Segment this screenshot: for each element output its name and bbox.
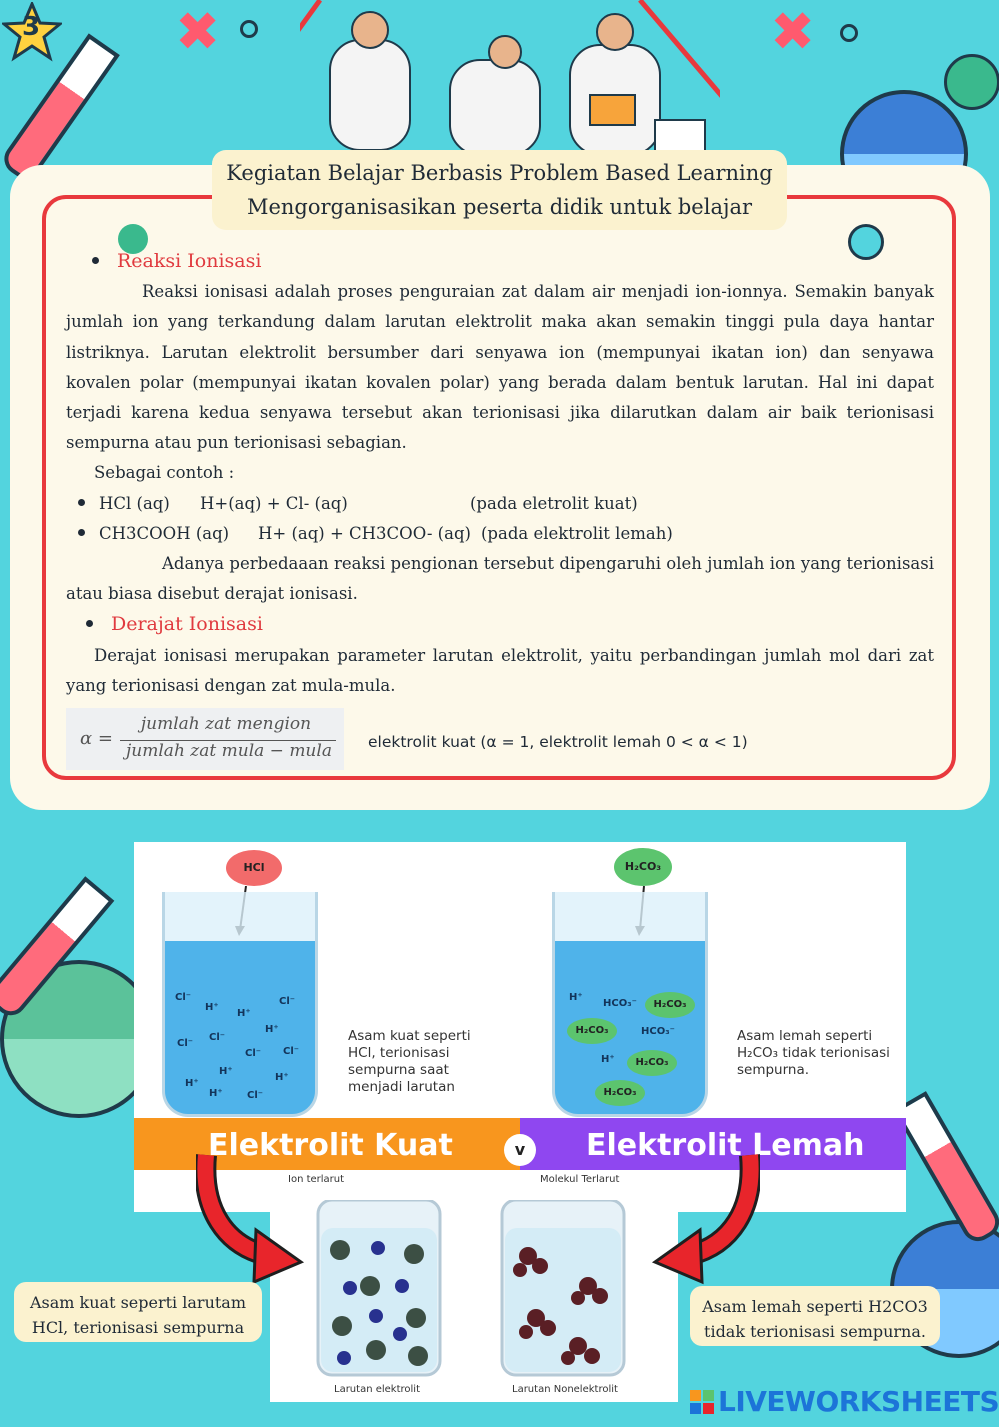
ion-label: Cl⁻ <box>175 992 192 1003</box>
molecule-label: HCO₃⁻ <box>641 1026 675 1037</box>
liveworksheets-brand[interactable]: LIVEWORKSHEETS <box>718 1385 999 1418</box>
electrolyte-solutions-panel <box>270 1170 678 1402</box>
section-title-reaksi: Reaksi Ionisasi <box>117 250 262 272</box>
banner-line-2: Mengorganisasikan peserta didik untuk belajar <box>246 195 753 219</box>
larutan-nonelektrolit-label: Larutan Nonelektrolit <box>512 1384 618 1395</box>
ion-label: H⁺ <box>209 1088 223 1099</box>
ion-terlarut-label: Ion terlarut <box>288 1174 345 1185</box>
larutan-elektrolit-label: Larutan elektrolit <box>334 1384 420 1395</box>
ionization-formula <box>66 708 344 770</box>
x-decoration-icon: ✖ <box>175 0 221 63</box>
molekul-terlarut-label: Molekul Terlarut <box>540 1174 620 1185</box>
red-curved-arrow-icon <box>196 1150 306 1290</box>
reaksi-paragraph: Reaksi ionisasi adalah proses penguraian zat dalam air menjadi ion-ionnya. Semakin banyak jumlah ion yang terkandung dalam larutan elektrolit maka akan semakin tinggi pula daya hantar listriknya. Larutan elektrolit bersumber dari senyawa ion (mempunyai ikatan ion) dan senyawa kovalen polar (mempunyai ikatan kovalen polar) yang berada dalam bentuk larutan. Hal ini dapat terjadi karena kedua senyawa tersebut akan terionisasi jika dilarutkan dalam air baik terionisasi sempurna atau pun terionisasi sebagian. <box>66 282 934 453</box>
molecule-label: H⁺ <box>601 1054 615 1065</box>
beaker-nonelectrolyte-solution <box>498 1200 628 1380</box>
molecule-label: HCO₃⁻ <box>603 998 637 1009</box>
beaker-electrolyte-solution <box>314 1200 444 1380</box>
formula-symbol: α = <box>80 728 113 749</box>
ion-label: H⁺ <box>275 1072 289 1083</box>
formula-denominator: jumlah zat mula − mula <box>126 741 332 761</box>
scientists-illustration <box>300 0 720 160</box>
ion-label: Cl⁻ <box>283 1046 300 1057</box>
ion-label: H⁺ <box>265 1024 279 1035</box>
ion-label: Cl⁻ <box>247 1090 264 1101</box>
x-decoration-icon: ✖ <box>770 0 816 63</box>
circle-decoration <box>840 24 858 42</box>
page-number: 3 <box>21 12 41 42</box>
weak-acid-caption: Asam lemah seperti H₂CO₃ tidak terionisasi sempurna. <box>737 1028 890 1078</box>
weak-electrolyte-label: Elektrolit Lemah <box>586 1128 865 1163</box>
beaker-weak-acid <box>552 892 708 1117</box>
beaker-strong-acid <box>162 892 318 1117</box>
strong-acid-caption: Asam kuat seperti HCl, terionisasi sempurna saat menjadi larutan <box>348 1028 471 1095</box>
derajat-paragraph: Derajat ionisasi merupakan parameter larutan elektrolit, yaitu perbandingan jumlah mol dari zat yang terionisasi dengan zat mula-mula. <box>66 645 934 695</box>
ion-label: H⁺ <box>205 1002 219 1013</box>
h2co3-bubble: H₂CO₃ <box>614 848 672 886</box>
example-2-note: (pada elektrolit lemah) <box>481 523 673 543</box>
ion-label: Cl⁻ <box>279 996 296 1007</box>
hcl-bubble: HCl <box>226 850 282 886</box>
ion-label: Cl⁻ <box>209 1032 226 1043</box>
section-title-derajat: Derajat Ionisasi <box>111 613 263 636</box>
activity-banner <box>212 150 787 230</box>
versus-badge: v <box>504 1134 536 1166</box>
example-1-products: H+(aq) + Cl- (aq) <box>200 493 348 513</box>
circle-decoration <box>944 54 999 110</box>
example-2-products: H+ (aq) + CH3COO- (aq) <box>258 523 471 543</box>
example-1-reactant: HCl (aq) <box>99 493 170 513</box>
molecule-bubble: H₂CO₃ <box>567 1018 617 1044</box>
ion-label: H⁺ <box>185 1078 199 1089</box>
banner-line-1: Kegiatan Belajar Berbasis Problem Based Learning <box>226 161 773 185</box>
perbedaan-paragraph: Adanya perbedaaan reaksi pengionan tersebut dipengaruhi oleh jumlah ion yang terionisasi atau biasa disebut derajat ionisasi. <box>66 554 934 604</box>
ion-label: Cl⁻ <box>245 1048 262 1059</box>
ion-label: H⁺ <box>219 1066 233 1077</box>
formula-note: elektrolit kuat (α = 1, elektrolit lemah 0 < α < 1) <box>368 733 748 751</box>
red-curved-arrow-icon <box>650 1150 760 1290</box>
molecule-bubble: H₂CO₃ <box>645 992 695 1018</box>
lesson-content <box>66 246 934 701</box>
ion-label: Cl⁻ <box>177 1038 194 1049</box>
circle-decoration <box>240 20 258 38</box>
example-2-reactant: CH3COOH (aq) <box>99 523 230 543</box>
molecule-bubble: H₂CO₃ <box>627 1050 677 1076</box>
molecule-label: H⁺ <box>569 992 583 1003</box>
formula-numerator: jumlah zat mengion <box>140 714 312 734</box>
weak-acid-note: Asam lemah seperti H2CO3 tidak terionisasi sempurna. <box>690 1286 940 1346</box>
ion-label: H⁺ <box>237 1008 251 1019</box>
strong-acid-note: Asam kuat seperti larutam HCl, terionisasi sempurna <box>14 1282 262 1342</box>
contoh-label: Sebagai contoh : <box>94 463 235 483</box>
strong-electrolyte-label: Elektrolit Kuat <box>208 1128 453 1163</box>
molecule-bubble: H₂CO₃ <box>595 1080 645 1106</box>
example-1-note: (pada eletrolit kuat) <box>470 493 638 513</box>
liveworksheets-logo-icon <box>690 1390 714 1414</box>
